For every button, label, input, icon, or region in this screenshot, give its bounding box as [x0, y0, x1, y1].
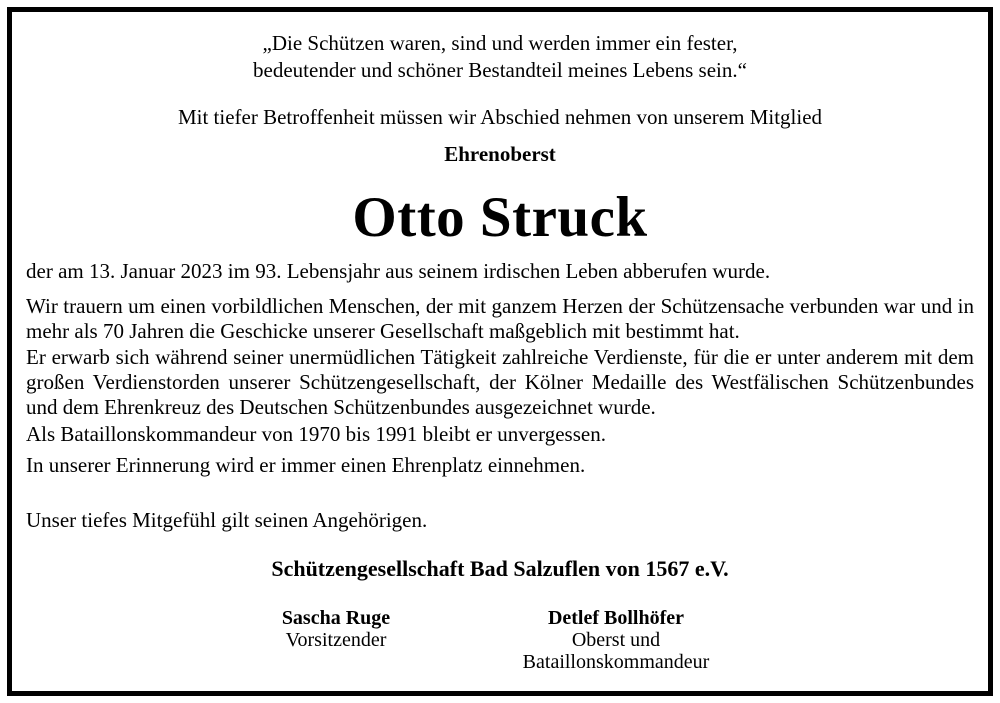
paragraph-text: In unserer Erinnerung wird er immer einen Ehrenplatz einnehmen. [26, 453, 586, 477]
paragraph-death-notice [26, 259, 974, 284]
paragraph-remembrance [26, 453, 974, 478]
paragraph-text: Wir trauern um einen vorbildlichen Menschen, der mit ganzem Herzen der Schützensache verbunden war und in mehr als 70 Jahren die Geschicke unserer Gesellschaft maßgeblich mit bestimmt hat. [26, 294, 974, 343]
signatory-colonel [496, 607, 736, 673]
deceased-name: Otto Struck [352, 186, 648, 249]
paragraph-text: Er erwarb sich während seiner unermüdlichen Tätigkeit zahlreiche Verdienste, für die er unter anderem mit dem großen Verdienstorden unserer Schützengesellschaft, der Kölner Medaille des Westfälischen Schützenbundes und dem Ehrenkreuz des Deutschen Schützenbundes ausgezeichnet wurde. [26, 345, 974, 419]
signatory-role: Oberst und [571, 629, 661, 651]
quote-line-2: bedeutender und schöner Bestandteil meines Lebens sein.“ [253, 58, 747, 82]
signatory-role-line-2: Bataillonskommandeur [522, 651, 710, 673]
society-name: Schützengesellschaft Bad Salzuflen von 1567 e.V. [271, 556, 729, 581]
paragraph-commander [26, 422, 974, 447]
paragraph-text: Unser tiefes Mitgefühl gilt seinen Angehörigen. [26, 508, 428, 532]
signatory-name: Detlef Bollhöfer [547, 607, 685, 629]
signatory-role: Vorsitzender [285, 629, 387, 651]
paragraph-mourning [26, 294, 974, 344]
paragraph-condolences [26, 508, 974, 533]
intro-text: Mit tiefer Betroffenheit müssen wir Abschied nehmen von unserem Mitglied [177, 105, 823, 129]
paragraph-text: Als Bataillonskommandeur von 1970 bis 1991 bleibt er unvergessen. [26, 422, 606, 446]
honorary-rank: Ehrenoberst [444, 142, 556, 166]
signatory-name: Sascha Ruge [281, 607, 391, 629]
paragraph-text: der am 13. Januar 2023 im 93. Lebensjahr aus seinem irdischen Leben abberufen wurde. [26, 259, 771, 283]
quote-line-1: „Die Schützen waren, sind und werden immer ein fester, [262, 31, 738, 55]
paragraph-merits [26, 345, 974, 420]
quote [0, 30, 1000, 84]
signatory-chairman [236, 607, 436, 651]
